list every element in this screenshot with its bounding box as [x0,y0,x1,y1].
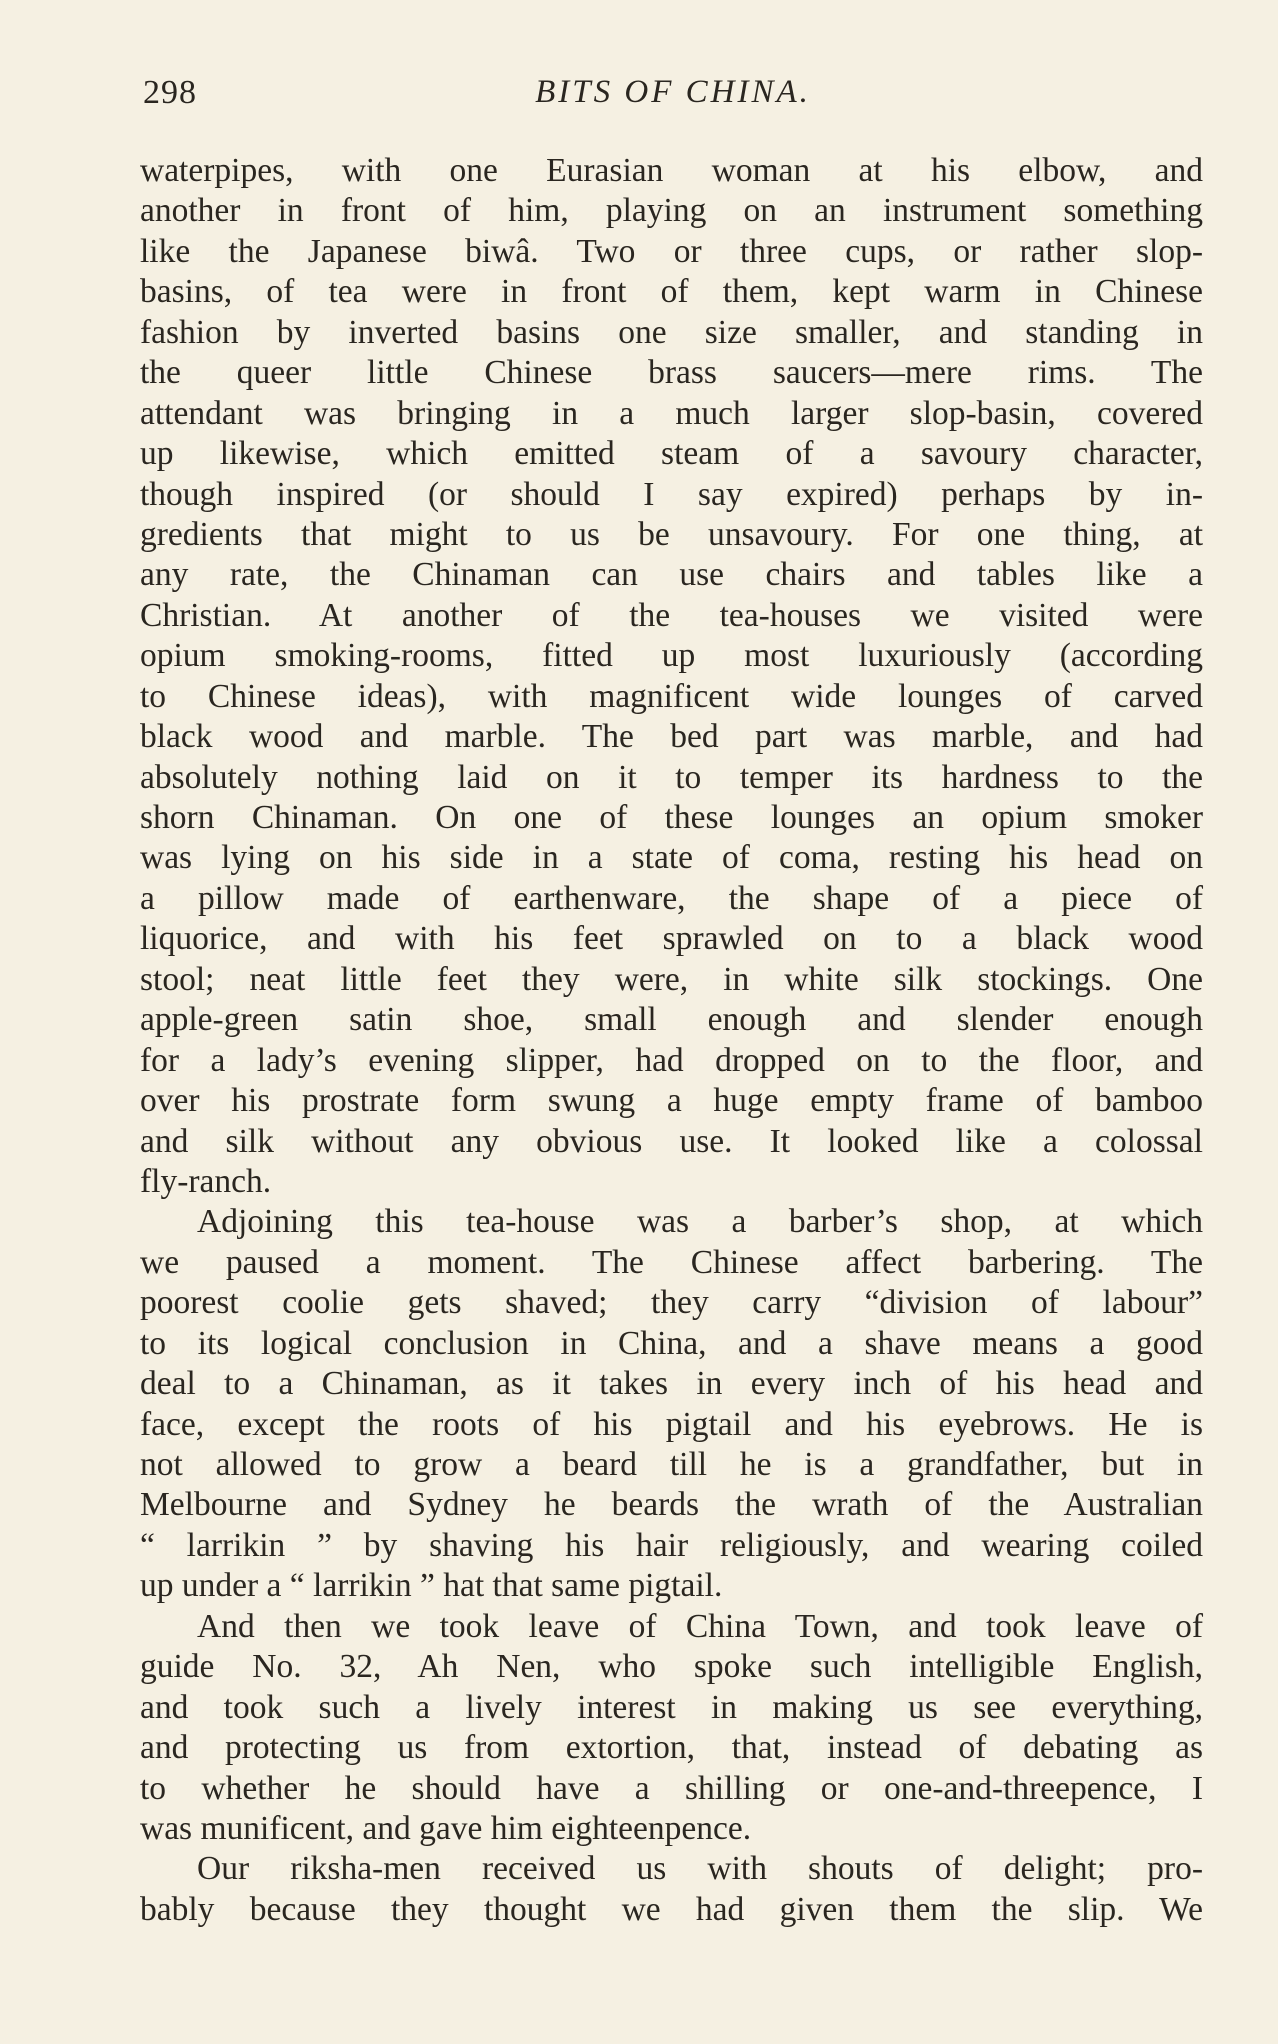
paragraph-1 [140,151,1203,1202]
running-title: BITS OF CHINA. [535,74,811,110]
paragraph-4 [140,1849,1203,1930]
text-line: up under a “ larrikin ” hat that same pigtail. [140,1567,723,1605]
text-line: shorn Chinaman. On one of these lounges an opium smoker [140,799,1203,836]
text-line: black wood and marble. The bed part was marble, and had [140,718,1203,756]
text-line: fashion by inverted basins one size smaller, and standing in [140,313,1203,351]
text-line: to whether he should have a shilling or one-and-threepence, I [140,1769,1203,1807]
text-line: another in front of him, playing on an instrument something [140,192,1203,230]
text-line: was lying on his side in a state of coma, resting his head on [140,839,1203,877]
text-line: the queer little Chinese brass saucers—mere rims. The [140,354,1203,392]
text-line: a pillow made of earthenware, the shape of a piece of [140,879,1203,917]
text-line: though inspired (or should I say expired) perhaps by in- [140,475,1203,513]
text-line: absolutely nothing laid on it to temper its hardness to the [140,758,1203,796]
running-head [143,74,1203,124]
text-line: apple-green satin shoe, small enough and slender enough [140,1001,1203,1039]
text-line: like the Japanese biwâ. Two or three cups, or rather slop- [140,232,1203,270]
text-line: “ larrikin ” by shaving his hair religiously, and wearing coiled [140,1526,1203,1564]
text-line: And then we took leave of China Town, and took leave of [197,1607,1203,1645]
text-line: fly-ranch. [140,1162,272,1200]
paragraph-3 [140,1607,1203,1850]
body-text [140,151,1203,1930]
text-line: Our riksha-men received us with shouts of delight; pro- [197,1850,1203,1888]
text-line: Christian. At another of the tea-houses we visited were [140,596,1203,634]
text-line: to Chinese ideas), with magnificent wide lounges of carved [140,677,1203,715]
paragraph-2 [140,1202,1203,1606]
page-number: 298 [143,74,197,111]
text-line: guide No. 32, Ah Nen, who spoke such intelligible English, [140,1648,1203,1686]
text-line: bably because they thought we had given them the slip. We [140,1890,1203,1928]
text-line: Melbourne and Sydney he beards the wrath of the Australian [140,1486,1203,1524]
text-line: poorest coolie gets shaved; they carry “division of labour” [140,1284,1203,1322]
text-line: up likewise, which emitted steam of a savoury character, [140,435,1203,473]
text-line: to its logical conclusion in China, and a shave means a good [140,1324,1203,1362]
text-line: basins, of tea were in front of them, kept warm in Chinese [140,273,1203,311]
text-line: Adjoining this tea-house was a barber’s shop, at which [197,1203,1203,1241]
text-line: and protecting us from extortion, that, instead of debating as [140,1729,1203,1767]
text-line: over his prostrate form swung a huge empty frame of bamboo [140,1082,1203,1120]
text-line: was munificent, and gave him eighteenpence. [140,1809,752,1847]
text-line: any rate, the Chinaman can use chairs and tables like a [140,556,1203,594]
text-line: deal to a Chinaman, as it takes in every inch of his head and [140,1365,1203,1403]
text-line: not allowed to grow a beard till he is a grandfather, but in [140,1446,1203,1483]
text-line: stool; neat little feet they were, in white silk stockings. One [140,960,1203,998]
text-line: attendant was bringing in a much larger slop-basin, covered [140,394,1203,432]
text-line: liquorice, and with his feet sprawled on to a black wood [140,920,1203,958]
text-line: for a lady’s evening slipper, had dropped on to the floor, and [140,1041,1203,1079]
text-line: and silk without any obvious use. It looked like a colossal [140,1122,1203,1160]
text-line: gredients that might to us be unsavoury. For one thing, at [140,515,1203,553]
text-line: waterpipes, with one Eurasian woman at his elbow, and [140,152,1203,189]
text-line: and took such a lively interest in making us see everything, [140,1688,1203,1726]
text-line: face, except the roots of his pigtail and his eyebrows. He is [140,1405,1203,1443]
text-line: opium smoking-rooms, fitted up most luxuriously (according [140,637,1203,675]
text-line: we paused a moment. The Chinese affect barbering. The [140,1243,1203,1281]
